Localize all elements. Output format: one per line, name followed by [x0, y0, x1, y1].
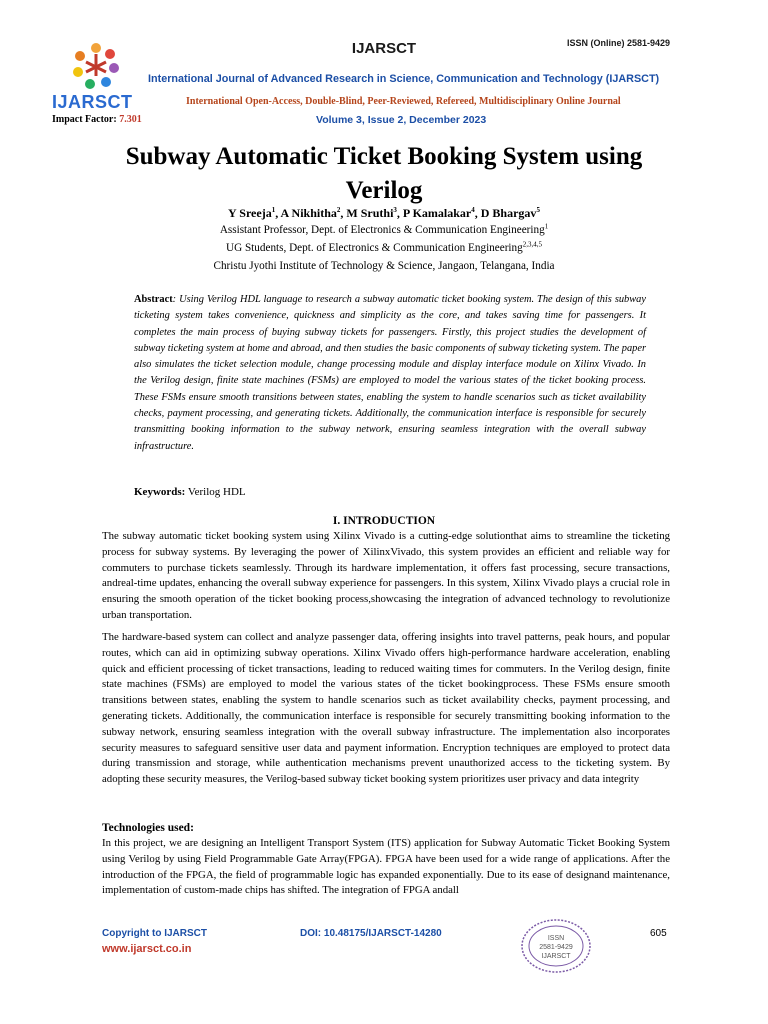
- footer-doi[interactable]: DOI: 10.48175/IJARSCT-14280: [300, 928, 442, 939]
- author: D Bhargav$^5$: [480, 206, 540, 220]
- author: M Sruthi$^3$: [346, 206, 397, 220]
- impact-factor-label: Impact Factor:: [52, 114, 117, 125]
- volume-issue: Volume 3, Issue 2, December 2023: [316, 114, 487, 126]
- journal-full-name: International Journal of Advanced Research in Science, Communication and Technology (IJARSCT): [148, 73, 660, 85]
- footer-copyright: Copyright to IJARSCT: [102, 928, 207, 939]
- issn-online: ISSN (Online) 2581-9429: [566, 38, 670, 48]
- affiliation-3: Christu Jyothi Institute of Technology & Science, Jangaon, Telangana, India: [213, 260, 555, 272]
- intro-paragraph-2: The hardware-based system can collect and analyze passenger data, offering insights into travel patterns, peak hours, and popular routes, which can aid in optimizing subway operations. Xilinx Vivado offers high-performance hardware acceleration, enabling quick and efficient processing of ticket transactions, leading to reduced waiting times for commuters. In the Verilog design, finite state machines (FSMs) are employed to model the various states of the ticket bookingprocess. These FSMs ensure smooth transitions between states, enabling the system to handle scenarios such as ticket availability checks, payment processing, and generating tickets. Additionally, the communication interface is responsible for securely transmitting booking information to the subway network, ensuring seamless integration with the overall subway infrastructure. The implementation also incorporates security measures to safeguard sensitive user data and payment information. Encryption techniques are employed to protect data during transmission and storage, while authentication mechanisms prevent unauthorized access to the ticketing system. By adopting these security measures, the Verilog-based subway ticket booking system prioritizes user privacy and data integrity: [102, 631, 670, 786]
- impact-factor-value: 7.301: [119, 114, 142, 125]
- abstract-label: Abstract: [134, 294, 173, 305]
- seal-text-1: ISSN: [547, 935, 565, 942]
- paper-title-line-2: Verilog: [345, 177, 423, 204]
- paper-title: [90, 140, 678, 208]
- logo-wordmark: IJARSCT: [52, 92, 133, 112]
- author: Y Sreeja$^1$: [228, 206, 276, 220]
- affiliation-2: UG Students, Dept. of Electronics & Communication Engineering$^{2,3,4,5}$: [226, 240, 542, 254]
- author-list: Y Sreeja$^1$, A Nikhitha$^2$, M Sruthi$^3$, P Kamalakar$^4$, D Bhargav$^5$: [228, 206, 540, 220]
- journal-subtitle: International Open-Access, Double-Blind, Peer-Reviewed, Refereed, Multidisciplinary Online Journal: [186, 96, 621, 107]
- paper-title-line-1: Subway Automatic Ticket Booking System using: [125, 143, 643, 170]
- keywords-label: Keywords:: [134, 486, 186, 498]
- author: P Kamalakar$^4$: [402, 206, 475, 220]
- technologies-paragraph: In this project, we are designing an Intelligent Transport System (ITS) application for Subway Automatic Ticket Booking System using Verilog by using Field Programmable Gate Array(FPGA). FPGA have been used for a wide range of applications. After the introduction of the FPGA, the field of programmable logic has expanded exponentially. Due to its ease of designand maintenance, implementation of custom-made chips has shifted. The integration of FPGA andall: [102, 837, 670, 897]
- abstract: [134, 292, 646, 455]
- keywords-value: Verilog HDL: [187, 486, 246, 498]
- keywords: [134, 486, 246, 498]
- author: A Nikhitha$^2$: [280, 206, 341, 220]
- footer-website-link[interactable]: www.ijarsct.co.in: [102, 943, 192, 955]
- section-heading-introduction: I. INTRODUCTION: [332, 515, 436, 527]
- affiliation-1: Assistant Professor, Dept. of Electronics & Communication Engineering$^1$: [219, 222, 549, 236]
- journal-abbreviation: IJARSCT: [351, 40, 417, 57]
- abstract-text: : Using Verilog HDL language to research a subway automatic ticket booking system. The design of this subway ticketing system takes convenience, quickness and simplicity as the core, and takes saving time for passengers. It completes the main process of buying subway tickets for passengers. Firstly, this project studies the development of subway ticketing system at home and abroad, and then studies the basic components of subway ticketing system. The paper also simulates the ticket selection module, change processing module and display interface module on Xilinx Vivado. In the Verilog design, finite state machines (FSMs) are employed to model the various states of the ticket booking process. These FSMs ensure smooth transitions between states, enabling the system to handle scenarios such as ticket availability checks, payment processing, and generating tickets. Additionally, the communication interface is responsible for securely transmitting booking information to the subway network, ensuring seamless integration with the overall subway infrastructure.: [134, 294, 646, 452]
- impact-factor: [52, 114, 142, 125]
- intro-paragraph-1: The subway automatic ticket booking system using Xilinx Vivado is a cutting-edge solutionthat aims to streamline the ticketing process for subway systems. By leveraging the power of XilinxVivado, this system provides an efficient and reliable way for commuters to purchase tickets seamlessly. Through its hardware implementation, it offers fast processing, secure transactions, andreal-time updates, enhancing the overall subway experience for passengers. In this system, Xilinx Vivado plays a crucial role in ensuring the smooth operation of the ticket booking process,showcasing the integration of advanced technology to revolutionize urban transportation.: [102, 530, 670, 621]
- seal-text-2: 2581-9429: [539, 944, 573, 951]
- subsection-heading-technologies: Technologies used:: [102, 822, 194, 834]
- issn-seal-icon: [520, 918, 592, 974]
- seal-text-3: IJARSCT: [541, 953, 571, 960]
- page-number: 605: [650, 928, 667, 939]
